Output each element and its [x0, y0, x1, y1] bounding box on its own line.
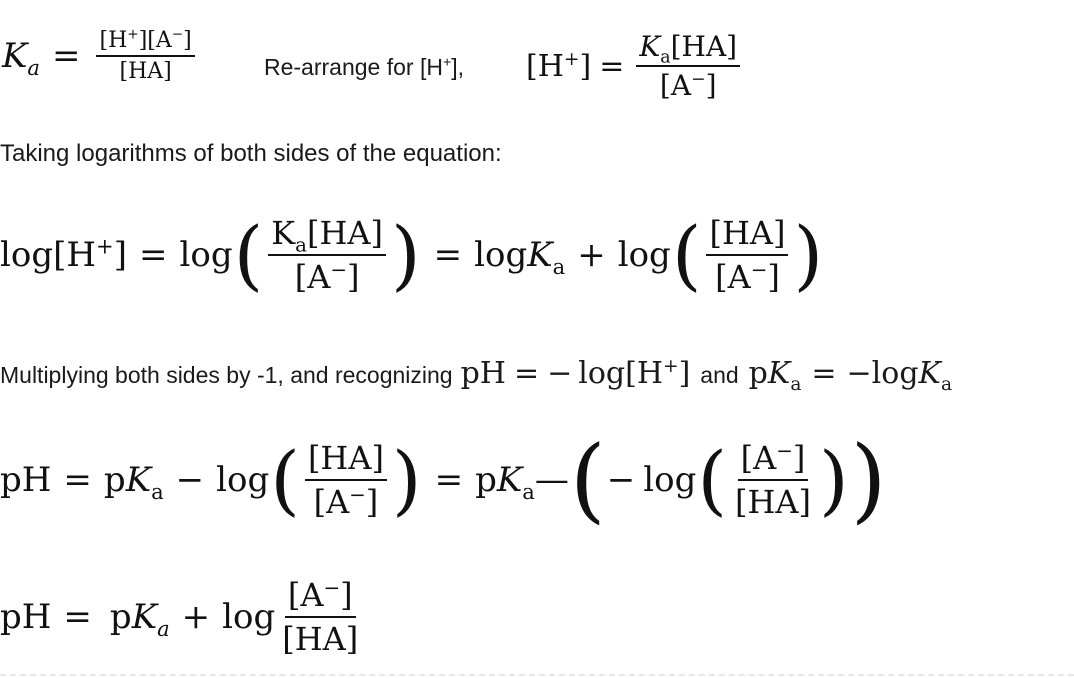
multiply-instruction [0, 356, 953, 395]
log-ka: logK$_a$ [474, 235, 566, 279]
log-function: log [222, 597, 276, 637]
equation-h-concentration [526, 30, 744, 102]
h-numerator: $K_a[HA]$ [636, 30, 740, 67]
plus-sign: + [577, 235, 606, 275]
plus-sign: + [181, 597, 211, 637]
ka-numerator: [H+][A−] [96, 28, 194, 57]
right-parenthesis: ) [793, 210, 824, 299]
pka-term: $pK_a$ [109, 597, 170, 641]
pka-term: $pK_a$ [475, 460, 535, 504]
equals-sign: = [63, 460, 92, 500]
equals-sign: = [434, 460, 464, 500]
ph-definition: pH = − log[H+] [460, 356, 691, 391]
log-function: log [643, 460, 697, 500]
h-denominator: [A−] [659, 69, 717, 102]
equals-sign: = [433, 235, 463, 275]
and-text: and [700, 362, 739, 388]
ha-denominator: [HA] [735, 483, 811, 521]
ha-numerator: [HA] [305, 439, 387, 481]
log-fraction [268, 214, 386, 296]
h-fraction [636, 30, 740, 102]
right-parenthesis: ) [818, 435, 849, 524]
equation-henderson-hasselbalch [0, 576, 365, 658]
left-parenthesis: ( [233, 210, 264, 299]
ha-over-a-fraction [706, 214, 788, 296]
big-left-parenthesis: ( [569, 426, 606, 533]
ka-denominator: [HA] [119, 59, 172, 84]
equals-sign: = [51, 36, 81, 76]
ph-symbol: pH [0, 460, 52, 500]
multiply-text: Multiplying both sides by -1, and recognizing [0, 362, 453, 388]
log-denominator: [A−] [294, 258, 360, 296]
right-parenthesis: ) [391, 435, 422, 524]
ha-numerator: [HA] [706, 214, 788, 256]
left-parenthesis: ( [671, 210, 702, 299]
ka-fraction [96, 28, 194, 84]
log-function: log [179, 235, 233, 275]
equals-sign: = [63, 597, 92, 637]
equation-ph-derivation [0, 426, 888, 533]
minus-sign: − [175, 460, 205, 500]
ha-denominator: [HA] [282, 620, 359, 658]
a-numerator: [A−] [285, 576, 356, 618]
left-parenthesis: ( [270, 435, 300, 524]
big-right-parenthesis: ) [850, 426, 887, 533]
log-function: log [617, 235, 671, 275]
equation-ka-definition [2, 28, 199, 84]
ha-over-a-fraction [305, 439, 387, 521]
pka-definition: $pK_a = -\log K_a$ [748, 356, 953, 395]
log-h-lhs: log[H+] [0, 233, 127, 275]
equals-sign: = [138, 235, 168, 275]
a-over-ha-fraction [732, 439, 814, 521]
logarithm-instruction: Taking logarithms of both sides of the equation: [0, 140, 502, 167]
h-concentration: [H+] [526, 48, 592, 84]
log-numerator: $K_a[HA]$ [268, 214, 386, 256]
bottom-divider [0, 674, 1074, 676]
a-denominator: [A−] [715, 258, 780, 296]
pka-term: $pK_a$ [103, 460, 164, 504]
equation-log-h [0, 210, 824, 299]
left-parenthesis: ( [697, 435, 727, 524]
equals-sign: = [599, 48, 625, 84]
a-numerator: [A−] [738, 439, 809, 481]
a-denominator: [A−] [313, 483, 379, 521]
rearrange-instruction: Re-arrange for [H+], [264, 54, 465, 80]
ph-symbol: pH [0, 597, 52, 637]
ka-symbol: $K_a$ [2, 36, 40, 80]
em-dash: — [534, 460, 569, 500]
a-over-ha-fraction [279, 576, 361, 658]
right-parenthesis: ) [390, 210, 421, 299]
minus-sign: − [606, 460, 636, 500]
log-function: log [216, 460, 270, 500]
